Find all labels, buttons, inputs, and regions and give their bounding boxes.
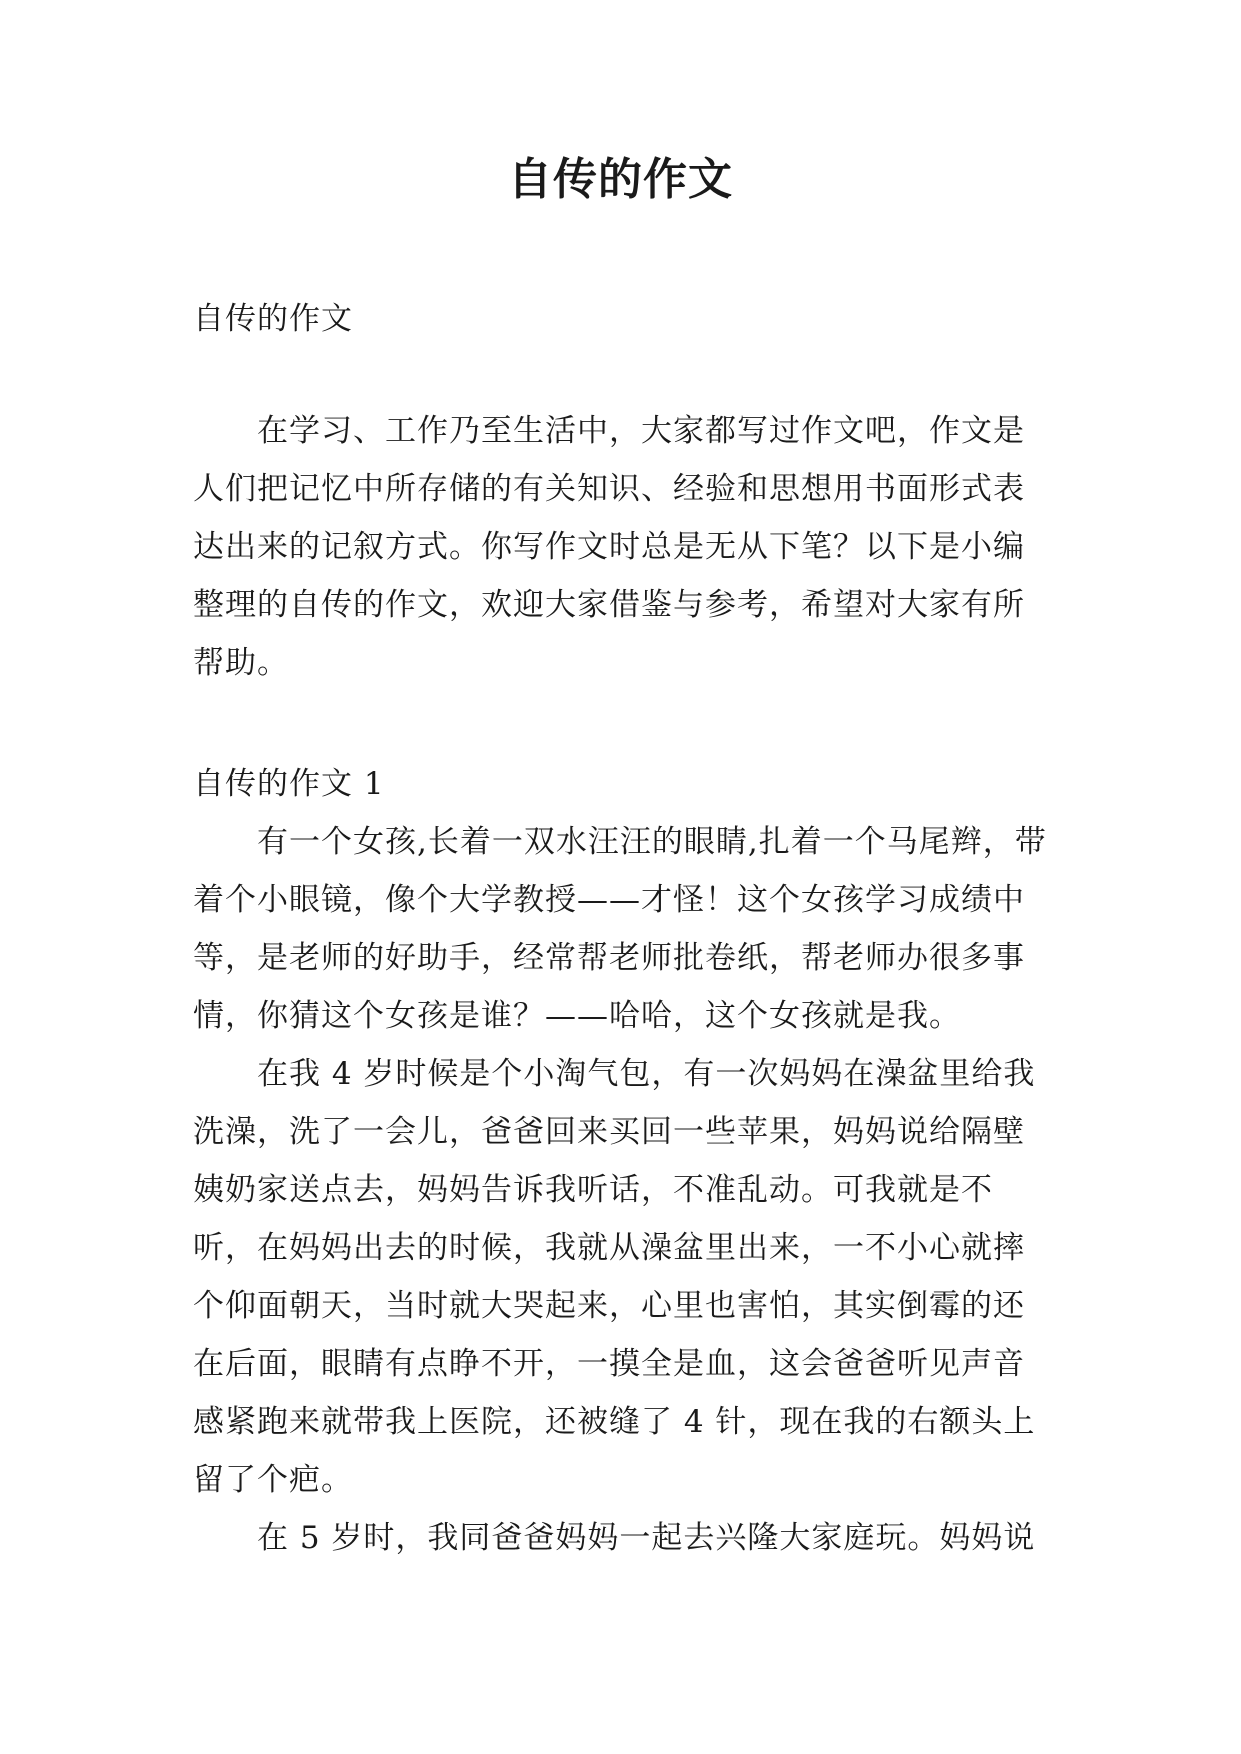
- intro-paragraph: 在学习、工作乃至生活中，大家都写过作文吧，作文是人们把记忆中所存储的有关知识、经验和思想用书面形式表达出来的记叙方式。你写作文时总是无从下笔？以下是小编整理的自传的作文，欢迎大家借鉴与参考，希望对大家有所帮助。: [193, 413, 1025, 681]
- body-paragraph-2: 在我 4 岁时候是个小淘气包，有一次妈妈在澡盆里给我洗澡，洗了一会儿，爸爸回来买回一些苹果，妈妈说给隔壁姨奶家送点去，妈妈告诉我听话，不准乱动。可我就是不听，在妈妈出去的时候，我就从澡盆里出来，一不小心就摔个仰面朝天，当时就大哭起来，心里也害怕，其实倒霉的还在后面，眼睛有点睁不开，一摸全是血，这会爸爸听见声音感紧跑来就带我上医院，还被缝了 4 针，现在我的右额头上留了个疤。: [193, 1056, 1036, 1498]
- section-heading: 自传的作文 1: [193, 766, 385, 802]
- document-subtitle: 自传的作文: [193, 301, 353, 337]
- body-paragraph-1: 有一个女孩,长着一双水汪汪的眼睛,扎着一个马尾辫，带着个小眼镜，像个大学教授——才怪！这个女孩学习成绩中等，是老师的好助手，经常帮老师批卷纸，帮老师办很多事情，你猜这个女孩是谁？——哈哈，这个女孩就是我。: [193, 824, 1047, 1034]
- document-title: 自传的作文: [508, 154, 733, 205]
- body-paragraph-3: 在 5 岁时，我同爸爸妈妈一起去兴隆大家庭玩。妈妈说: [257, 1520, 1036, 1556]
